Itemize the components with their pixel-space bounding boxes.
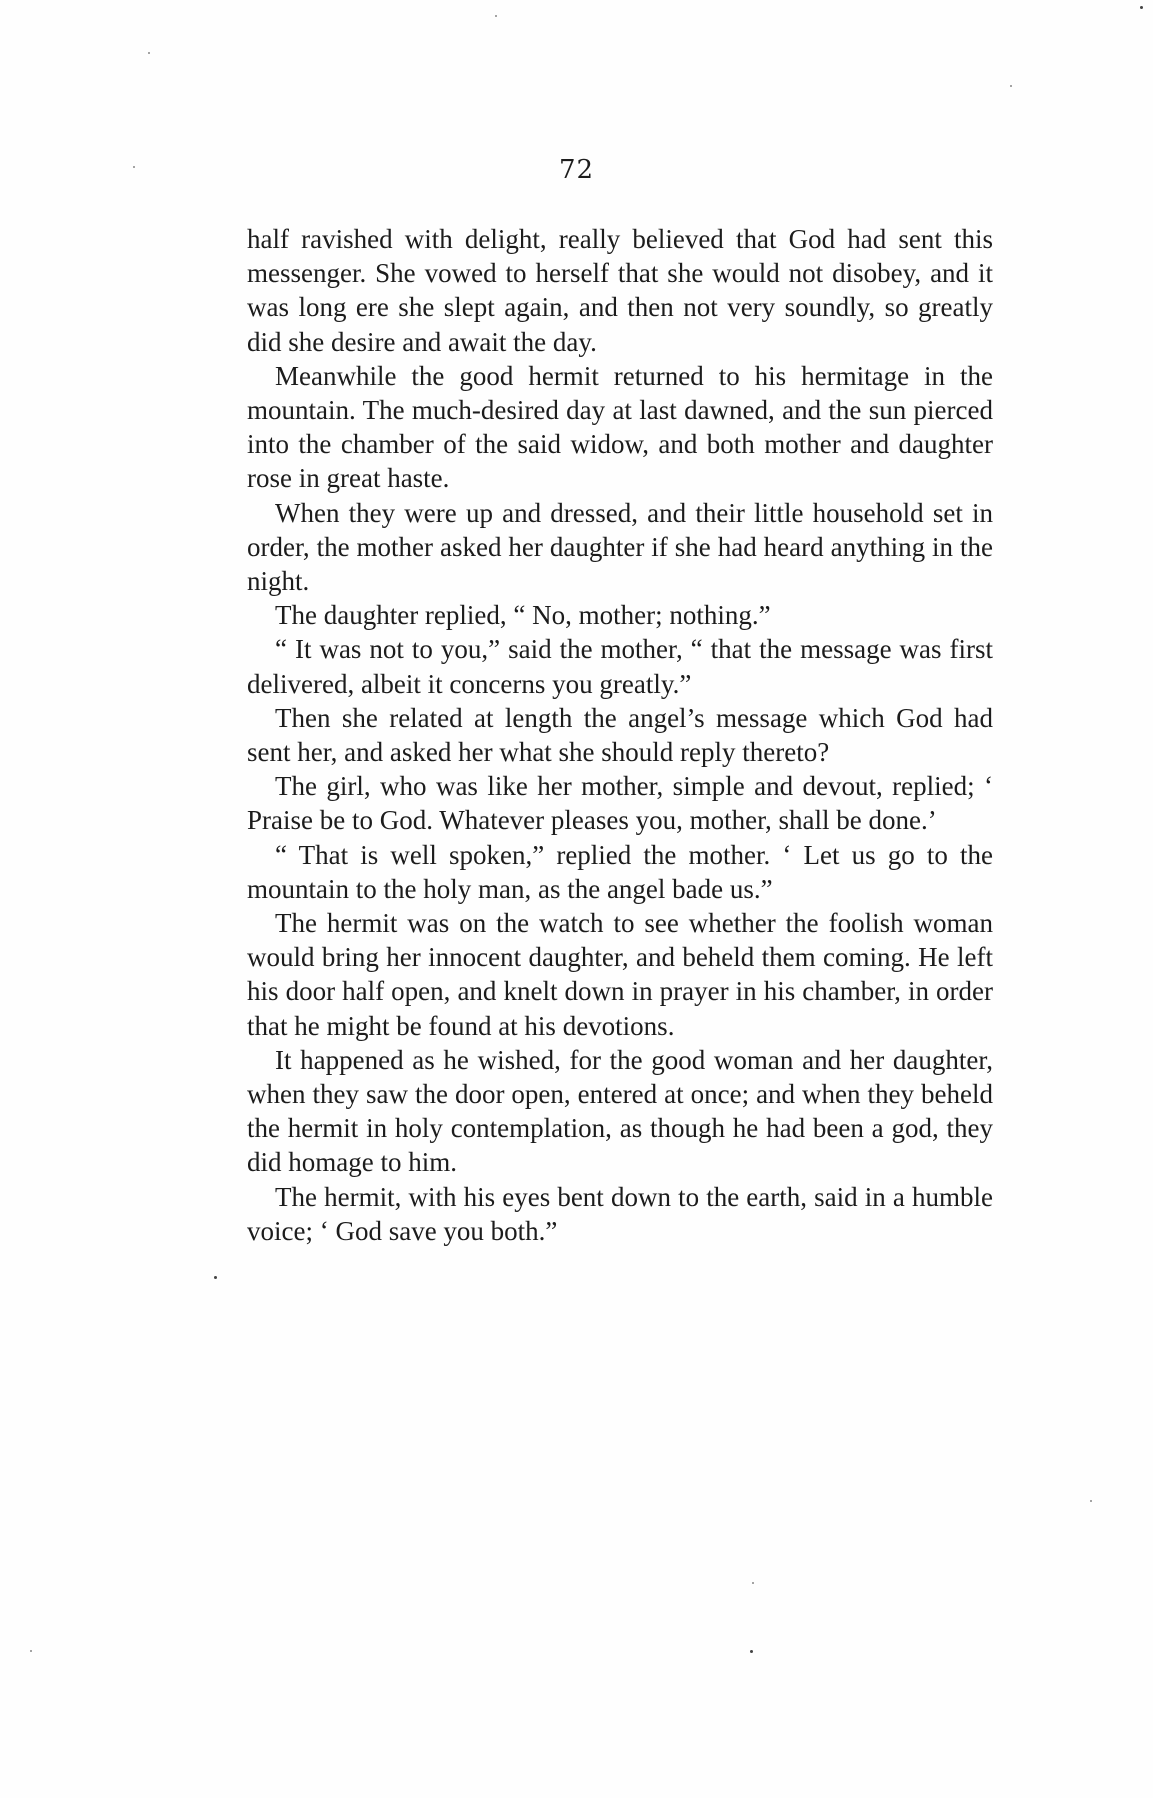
- scan-speck: [133, 166, 135, 168]
- scan-speck: [1140, 6, 1143, 9]
- scan-speck: [1090, 1500, 1092, 1502]
- paragraph: The daughter replied, “ No, mother; nothing.”: [275, 600, 771, 631]
- paragraph: The hermit, with his eyes bent down to the earth, said in a humble voice; ‘ God save you both.”: [247, 1181, 993, 1246]
- paragraph: The hermit was on the watch to see whether the foolish woman would bring her innocent daughter, and beheld them coming. He left his door half open, and knelt down in prayer in his chamber, in order that he might be found at his devotions.: [247, 908, 993, 1041]
- paragraph-continuation: half ravished with delight, really believed that God had sent this messenger. She vowed to herself that she would not disobey, and it was long ere she slept again, and then not very soundly, so greatly did she desire and await the day.: [247, 224, 993, 357]
- scan-speck: [1010, 85, 1012, 87]
- paragraph: The girl, who was like her mother, simple and devout, replied; ‘ Praise be to God. Whatever pleases you, mother, shall be done.’: [247, 771, 993, 836]
- scan-speck: [752, 1582, 754, 1584]
- paragraph: It happened as he wished, for the good woman and her daughter, when they saw the door open, entered at once; and when they beheld the hermit in holy contemplation, as though he had been a god, they did homage to him.: [247, 1044, 993, 1178]
- paragraph: “ It was not to you,” said the mother, “ that the message was first delivered, albeit it concerns you greatly.”: [247, 634, 993, 699]
- scan-speck: [750, 1650, 753, 1653]
- paragraph: When they were up and dressed, and their little household set in order, the mother asked her daughter if she had heard anything in the night.: [247, 497, 993, 597]
- paragraph: Meanwhile the good hermit returned to his hermitage in the mountain. The much-desired day at last dawned, and the sun pierced into the chamber of the said widow, and both mother and daughter rose in great haste.: [247, 360, 993, 494]
- page-number: 72: [558, 155, 595, 185]
- scan-speck: [148, 52, 150, 54]
- body-text: [247, 222, 993, 1248]
- paragraph: “ That is well spoken,” replied the mother. ‘ Let us go to the mountain to the holy man, as the angel bade us.”: [247, 839, 993, 904]
- scan-speck: [30, 1650, 32, 1652]
- scan-speck: [214, 1276, 217, 1279]
- scan-speck: [495, 15, 497, 17]
- paragraph: Then she related at length the angel’s message which God had sent her, and asked her what she should reply thereto?: [247, 702, 993, 768]
